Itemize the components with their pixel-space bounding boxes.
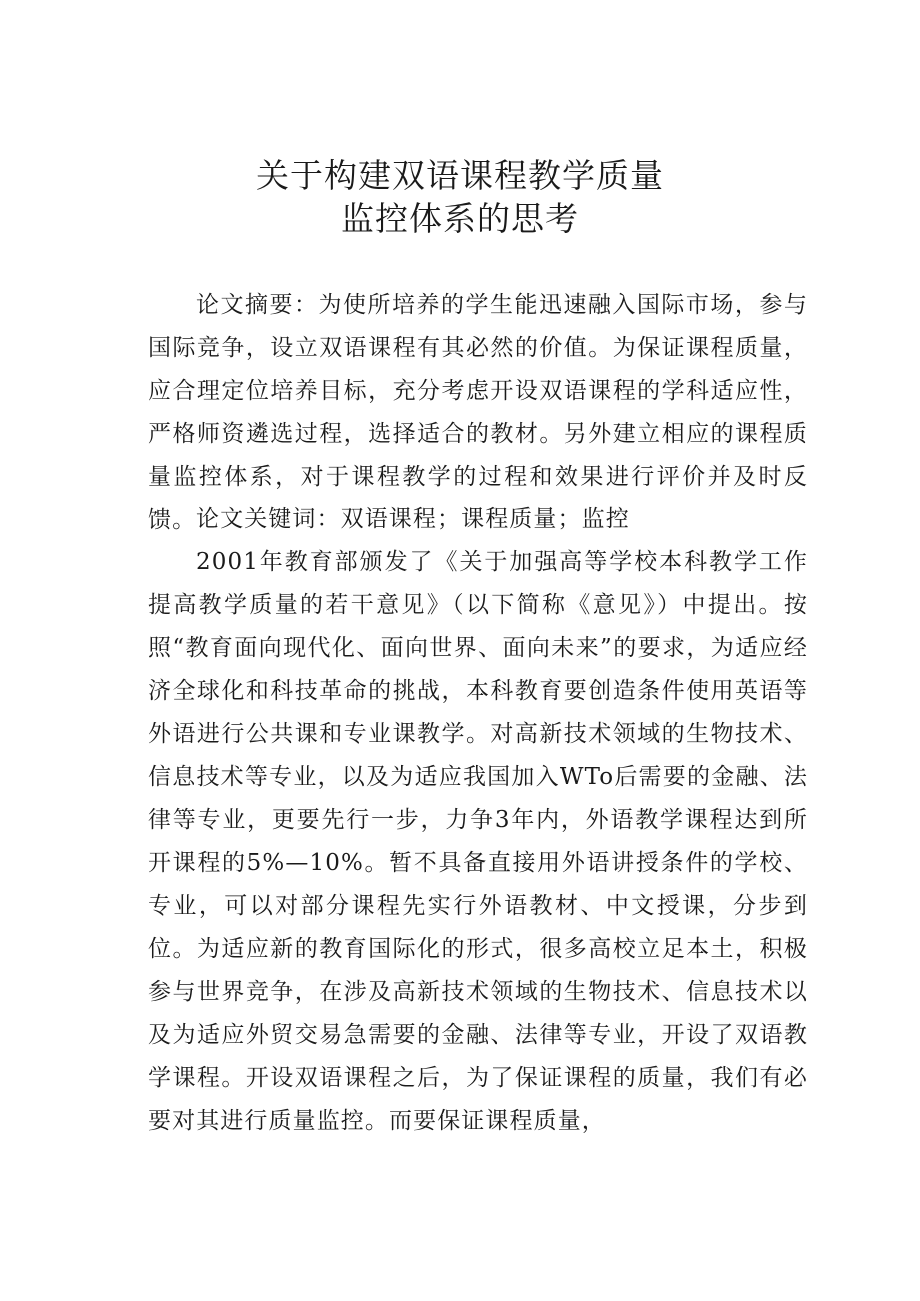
keywords-block (148, 498, 808, 541)
body-block (148, 541, 808, 1143)
title-line-2: 监控体系的思考 (341, 199, 579, 238)
keywords-paragraph: 论文关键词：双语课程；课程质量；监控 (196, 506, 630, 532)
body-paragraph: 2001年教育部颁发了《关于加强高等学校本科教学工作提高教学质量的若干意见》（以下简称《意见》）中提出。按照“教育面向现代化、面向世界、面向未来”的要求，为适应经济全球化和科技革命的挑战，本科教育要创造条件使用英语等外语进行公共课和专业课教学。对高新技术领域的生物技术、信息技术等专业，以及为适应我国加入WTo后需要的金融、法律等专业，更要先行一步，力争3年内，外语教学课程达到所开课程的5%—10%。暂不具备直接用外语讲授条件的学校、专业，可以对部分课程先实行外语教材、中文授课，分步到位。为适应新的教育国际化的形式，很多高校立足本土，积极参与世界竞争，在涉及高新技术领域的生物技术、信息技术以及为适应外贸交易急需要的金融、法律等专业，开设了双语教学课程。开设双语课程之后，为了保证课程的质量，我们有必要对其进行质量监控。而要保证课程质量， (148, 549, 808, 1134)
abstract-paragraph: 论文摘要：为使所培养的学生能迅速融入国际市场，参与国际竞争，设立双语课程有其必然的价值。为保证课程质量，应合理定位培养目标，充分考虑开设双语课程的学科适应性，严格师资遴选过程，选择适合的教材。另外建立相应的课程质量监控体系，对于课程教学的过程和效果进行评价并及时反馈。 (148, 292, 808, 533)
title-line-1: 关于构建双语课程教学质量 (256, 156, 664, 195)
